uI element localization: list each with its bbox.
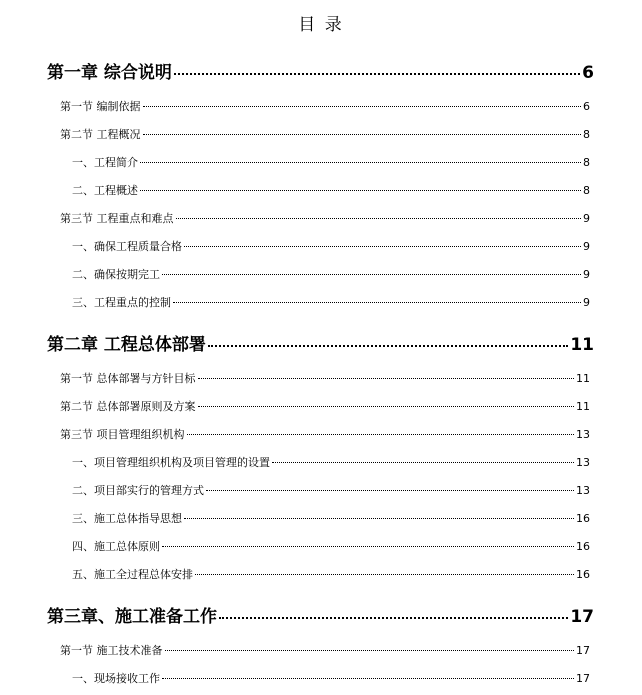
toc-subsection-entry[interactable] xyxy=(72,238,590,254)
toc-section-entry[interactable] xyxy=(60,98,590,114)
toc-page-number: 17 xyxy=(576,644,590,657)
toc-subsection-entry[interactable] xyxy=(72,482,590,498)
toc-page-number: 11 xyxy=(576,400,590,413)
toc-dot-leader xyxy=(187,434,575,435)
toc-entry-label: 三、工程重点的控制 xyxy=(72,296,171,309)
toc-entry-label: 一、现场接收工作 xyxy=(72,672,160,685)
toc-page-number: 8 xyxy=(583,156,590,169)
toc-dot-leader xyxy=(198,378,575,379)
toc-dot-leader xyxy=(162,546,574,547)
toc-entry-label: 第三节 工程重点和难点 xyxy=(60,212,174,225)
toc-dot-leader xyxy=(184,518,574,519)
toc-entry-label: 一、确保工程质量合格 xyxy=(72,240,182,253)
toc-dot-leader xyxy=(143,106,582,107)
toc-section-entry[interactable] xyxy=(60,642,590,658)
toc-dot-leader xyxy=(165,650,575,651)
toc-section-entry[interactable] xyxy=(60,426,590,442)
toc-dot-leader xyxy=(173,302,581,303)
toc-subsection-entry[interactable] xyxy=(72,670,590,686)
toc-page-number: 8 xyxy=(583,128,590,141)
toc-subsection-entry[interactable] xyxy=(72,154,590,170)
toc-entry-label: 三、施工总体指导思想 xyxy=(72,512,182,525)
toc-dot-leader xyxy=(143,134,582,135)
toc-dot-leader xyxy=(272,462,574,463)
toc-entry-label: 第三章、施工准备工作 xyxy=(47,607,217,627)
toc-entry-label: 五、施工全过程总体安排 xyxy=(72,568,193,581)
toc-page-number: 13 xyxy=(576,428,590,441)
toc-entry-label: 四、施工总体原则 xyxy=(72,540,160,553)
toc-subsection-entry[interactable] xyxy=(72,510,590,526)
toc-page-number: 17 xyxy=(576,672,590,685)
toc-entry-label: 一、工程简介 xyxy=(72,156,138,169)
toc-entry-label: 二、项目部实行的管理方式 xyxy=(72,484,204,497)
toc-page-number: 16 xyxy=(576,568,590,581)
toc-dot-leader xyxy=(198,406,575,407)
toc-page-number: 13 xyxy=(576,456,590,469)
toc-dot-leader xyxy=(176,218,582,219)
toc-subsection-entry[interactable] xyxy=(72,182,590,198)
toc-dot-leader xyxy=(140,162,581,163)
toc-chapter-entry[interactable] xyxy=(47,602,594,627)
toc-entry-label: 第三节 项目管理组织机构 xyxy=(60,428,185,441)
toc-page-number: 9 xyxy=(583,240,590,253)
toc-page-number: 17 xyxy=(570,607,594,627)
toc-dot-leader xyxy=(219,617,568,619)
toc-subsection-entry[interactable] xyxy=(72,454,590,470)
toc-page-number: 13 xyxy=(576,484,590,497)
page-title: 目 录 xyxy=(298,15,344,35)
toc-entry-label: 一、项目管理组织机构及项目管理的设置 xyxy=(72,456,270,469)
toc-dot-leader xyxy=(184,246,581,247)
toc-page-number: 6 xyxy=(582,63,594,83)
toc-section-entry[interactable] xyxy=(60,126,590,142)
toc-section-entry[interactable] xyxy=(60,210,590,226)
toc-page-number: 6 xyxy=(583,100,590,113)
toc-page-number: 9 xyxy=(583,212,590,225)
toc-page-number: 16 xyxy=(576,512,590,525)
toc-dot-leader xyxy=(174,73,580,75)
toc-chapter-entry[interactable] xyxy=(47,330,594,355)
toc-dot-leader xyxy=(140,190,581,191)
toc-subsection-entry[interactable] xyxy=(72,266,590,282)
toc-subsection-entry[interactable] xyxy=(72,294,590,310)
toc-subsection-entry[interactable] xyxy=(72,566,590,582)
toc-subsection-entry[interactable] xyxy=(72,538,590,554)
toc-page-number: 11 xyxy=(570,335,594,355)
toc-entry-label: 第二章 工程总体部署 xyxy=(47,335,206,355)
toc-page-number: 9 xyxy=(583,268,590,281)
toc-section-entry[interactable] xyxy=(60,398,590,414)
toc-dot-leader xyxy=(162,678,574,679)
toc-page-number: 16 xyxy=(576,540,590,553)
toc-entry-label: 二、确保按期完工 xyxy=(72,268,160,281)
toc-page-number: 11 xyxy=(576,372,590,385)
toc-section-entry[interactable] xyxy=(60,370,590,386)
toc-entry-label: 第二节 总体部署原则及方案 xyxy=(60,400,196,413)
toc-entry-label: 第一节 总体部署与方针目标 xyxy=(60,372,196,385)
toc-dot-leader xyxy=(195,574,574,575)
toc-entry-label: 第一章 综合说明 xyxy=(47,63,172,83)
toc-dot-leader xyxy=(208,345,568,347)
toc-dot-leader xyxy=(162,274,581,275)
toc-dot-leader xyxy=(206,490,574,491)
toc-chapter-entry[interactable] xyxy=(47,58,594,83)
toc-entry-label: 第一节 编制依据 xyxy=(60,100,141,113)
toc-entry-label: 二、工程概述 xyxy=(72,184,138,197)
toc-entry-label: 第一节 施工技术准备 xyxy=(60,644,163,657)
toc-entry-label: 第二节 工程概况 xyxy=(60,128,141,141)
toc-page-number: 8 xyxy=(583,184,590,197)
toc-page-number: 9 xyxy=(583,296,590,309)
